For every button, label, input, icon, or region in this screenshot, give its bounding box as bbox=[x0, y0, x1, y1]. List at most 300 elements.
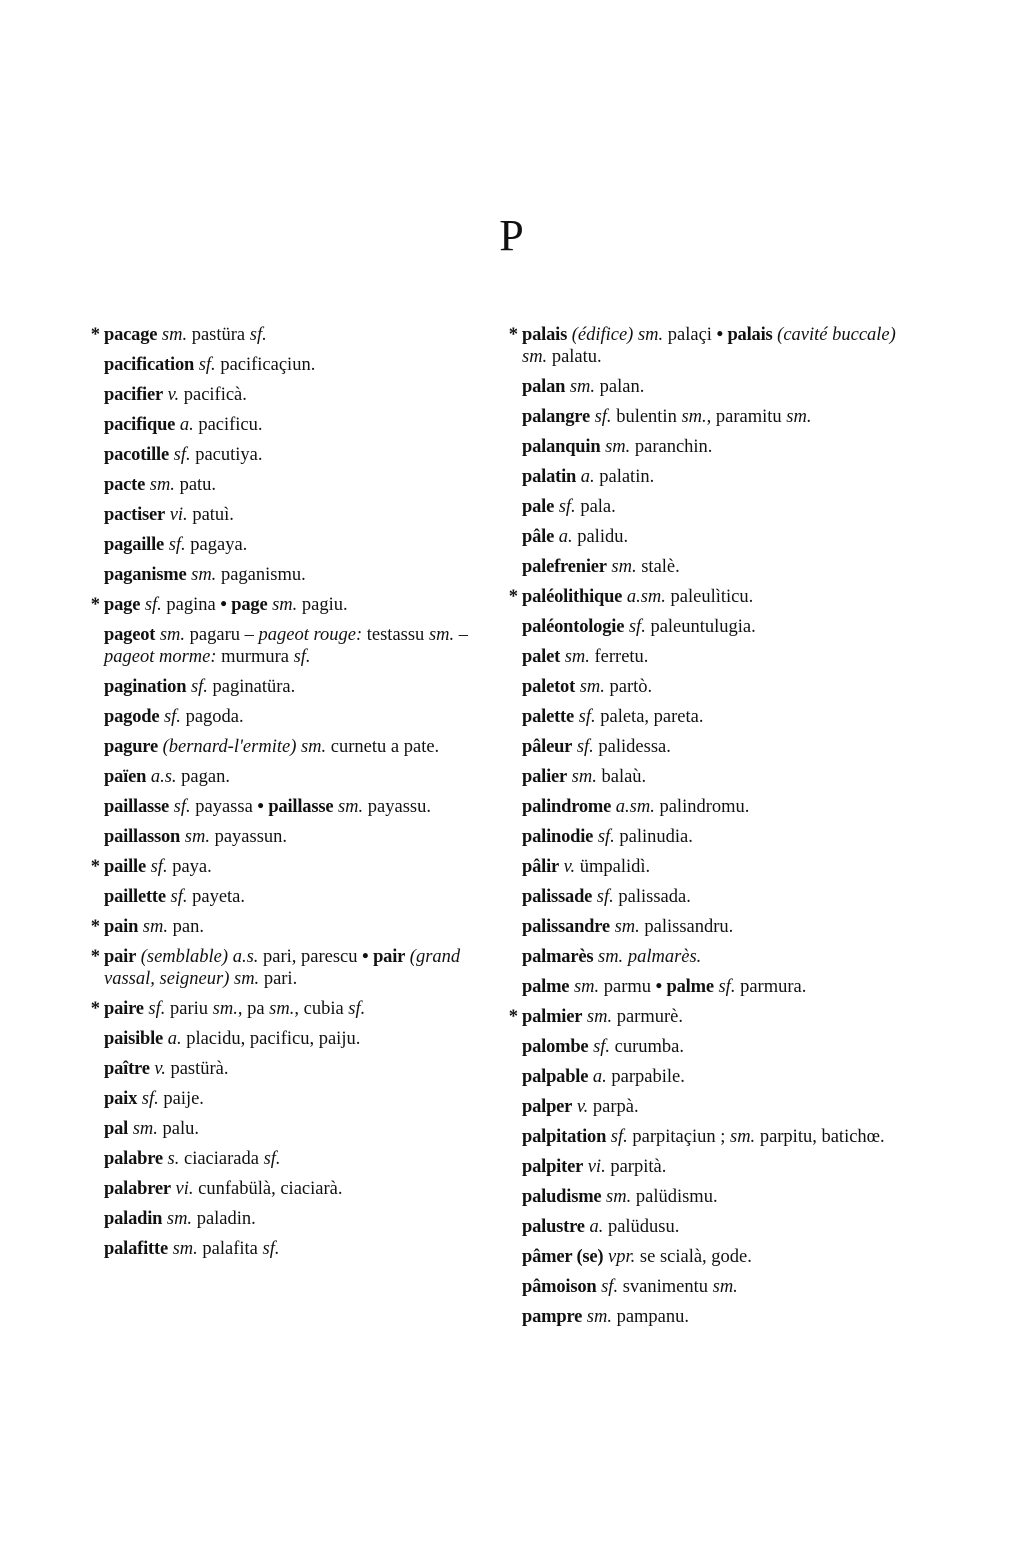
entry-translation: palindromu. bbox=[654, 797, 750, 817]
dictionary-entry bbox=[84, 672, 484, 702]
dictionary-entry bbox=[84, 1204, 484, 1234]
grammar-abbreviation: vi. bbox=[587, 1157, 606, 1177]
entry-translation: paya. bbox=[167, 857, 212, 877]
entry-translation: patu. bbox=[174, 475, 217, 495]
dictionary-entry bbox=[84, 500, 484, 530]
entry-text bbox=[104, 942, 484, 994]
dictionary-entry bbox=[502, 732, 902, 762]
grammar-abbreviation: a. bbox=[589, 1217, 604, 1237]
dictionary-entry bbox=[84, 1084, 484, 1114]
dictionary-entry bbox=[84, 852, 484, 882]
entry-headword: pagode bbox=[104, 707, 160, 727]
dictionary-entry bbox=[502, 492, 902, 522]
grammar-abbreviation: sf. bbox=[610, 1127, 628, 1147]
entry-translation: paginatüra. bbox=[207, 677, 296, 697]
entry-translation: palüdismu. bbox=[631, 1187, 718, 1207]
dictionary-entry bbox=[502, 672, 902, 702]
dictionary-entry bbox=[502, 1092, 902, 1122]
entry-translation: – bbox=[454, 625, 468, 645]
entry-headword: pâleur bbox=[522, 737, 573, 757]
entry-marker: * bbox=[90, 857, 100, 877]
entry-text bbox=[104, 732, 484, 762]
dictionary-entry bbox=[84, 702, 484, 732]
entry-headword: pacification bbox=[104, 355, 195, 375]
grammar-abbreviation: sm. bbox=[637, 325, 664, 345]
grammar-abbreviation: s. bbox=[167, 1149, 180, 1169]
entry-text bbox=[104, 500, 484, 530]
dictionary-entry bbox=[502, 942, 902, 972]
grammar-abbreviation: sm. bbox=[586, 1307, 612, 1327]
dictionary-entry bbox=[502, 1272, 902, 1302]
entry-headword: palette bbox=[522, 707, 575, 727]
dictionary-entry bbox=[84, 320, 484, 350]
entry-headword: palais bbox=[522, 325, 568, 345]
entry-headword: paire bbox=[104, 999, 144, 1019]
entry-headword: pacotille bbox=[104, 445, 169, 465]
entry-headword: paillasson bbox=[104, 827, 181, 847]
entry-text bbox=[522, 552, 902, 582]
grammar-abbreviation: v. bbox=[563, 857, 576, 877]
grammar-abbreviation: sf. bbox=[597, 827, 615, 847]
entry-text bbox=[104, 1174, 484, 1204]
grammar-abbreviation: sm. bbox=[269, 999, 295, 1019]
dictionary-entry bbox=[502, 1302, 902, 1332]
entry-text bbox=[522, 912, 902, 942]
entry-translation: palatin. bbox=[594, 467, 655, 487]
entry-headword: paléolithique bbox=[522, 587, 623, 607]
entry-headword: pain bbox=[104, 917, 139, 937]
entry-translation: palissada. bbox=[613, 887, 691, 907]
entry-headword: palabre bbox=[104, 1149, 163, 1169]
entry-headword: palafitte bbox=[104, 1239, 168, 1259]
entry-gloss: (grand vassal, seigneur) bbox=[104, 947, 461, 989]
entry-translation: pagina bbox=[161, 595, 221, 615]
entry-headword: pacifier bbox=[104, 385, 164, 405]
entry-marker: * bbox=[90, 947, 100, 967]
entry-headword: • bbox=[362, 947, 369, 967]
entry-headword: palais bbox=[727, 325, 773, 345]
entry-headword: pair bbox=[373, 947, 406, 967]
entry-headword: palme bbox=[522, 977, 570, 997]
entry-text bbox=[104, 792, 484, 822]
grammar-abbreviation: sf. bbox=[148, 999, 166, 1019]
grammar-abbreviation: sm. bbox=[300, 737, 327, 757]
entry-translation: pastüra bbox=[187, 325, 250, 345]
entry-translation: , pa bbox=[237, 999, 270, 1019]
section-letter-heading: P bbox=[499, 211, 525, 260]
entry-headword: palpitation bbox=[522, 1127, 607, 1147]
entry-translation: palafita bbox=[197, 1239, 263, 1259]
entry-headword: paladin bbox=[104, 1209, 163, 1229]
entry-text bbox=[104, 762, 484, 792]
grammar-abbreviation: sm. bbox=[337, 797, 364, 817]
dictionary-entry bbox=[502, 522, 902, 552]
grammar-abbreviation: sf. bbox=[601, 1277, 619, 1297]
grammar-abbreviation: sm. bbox=[191, 565, 217, 585]
grammar-abbreviation: sf. bbox=[594, 407, 612, 427]
dictionary-entry bbox=[502, 822, 902, 852]
entry-headword: • bbox=[220, 595, 227, 615]
entry-text bbox=[522, 582, 902, 612]
entry-text bbox=[104, 912, 484, 942]
entry-translation: paranchin. bbox=[630, 437, 713, 457]
entry-headword: palan bbox=[522, 377, 566, 397]
dictionary-entry bbox=[502, 552, 902, 582]
entry-marker: * bbox=[90, 595, 100, 615]
entry-translation: parpitu, batichœ. bbox=[755, 1127, 885, 1147]
entry-headword: palet bbox=[522, 647, 561, 667]
grammar-abbreviation: a. bbox=[167, 1029, 182, 1049]
entry-text bbox=[522, 1032, 902, 1062]
entry-translation: pacificà. bbox=[179, 385, 247, 405]
entry-text bbox=[104, 590, 484, 620]
entry-headword: palissade bbox=[522, 887, 593, 907]
dictionary-entry bbox=[502, 792, 902, 822]
entry-headword: palangre bbox=[522, 407, 590, 427]
grammar-abbreviation: sf. bbox=[173, 445, 191, 465]
entry-translation: palissandru. bbox=[639, 917, 734, 937]
entry-headword: palustre bbox=[522, 1217, 585, 1237]
entry-text bbox=[104, 560, 484, 590]
entry-translation: parpabile. bbox=[606, 1067, 685, 1087]
grammar-abbreviation: sm. bbox=[586, 1007, 613, 1027]
grammar-abbreviation: sm. bbox=[614, 917, 640, 937]
entry-text bbox=[522, 402, 902, 432]
entry-translation: svanimentu bbox=[618, 1277, 713, 1297]
entry-text bbox=[104, 994, 484, 1024]
dictionary-entry bbox=[84, 792, 484, 822]
grammar-abbreviation: a.sm. bbox=[615, 797, 655, 817]
dictionary-entry bbox=[502, 1242, 902, 1272]
entry-headword: pâlir bbox=[522, 857, 560, 877]
dictionary-entry bbox=[84, 530, 484, 560]
dictionary-entry bbox=[84, 1174, 484, 1204]
grammar-abbreviation: sm. bbox=[681, 407, 707, 427]
entry-headword: pacage bbox=[104, 325, 158, 345]
grammar-abbreviation: sm. bbox=[605, 437, 631, 457]
grammar-abbreviation: sm. bbox=[142, 917, 168, 937]
entry-text bbox=[104, 1114, 484, 1144]
entry-headword: paisible bbox=[104, 1029, 164, 1049]
grammar-abbreviation: sm. bbox=[184, 827, 210, 847]
entry-gloss: (bernard-l'ermite) bbox=[162, 737, 297, 757]
entry-headword: palpable bbox=[522, 1067, 589, 1087]
dictionary-entry bbox=[84, 1024, 484, 1054]
entry-headword: pageot bbox=[104, 625, 156, 645]
entry-text bbox=[522, 1122, 902, 1152]
grammar-abbreviation: sm. bbox=[571, 767, 597, 787]
entry-headword: pagure bbox=[104, 737, 158, 757]
entry-text bbox=[104, 822, 484, 852]
dictionary-entry bbox=[502, 702, 902, 732]
right-column bbox=[502, 320, 902, 1332]
entry-marker: * bbox=[508, 325, 518, 345]
grammar-abbreviation: sf. bbox=[263, 1149, 281, 1169]
grammar-abbreviation: sf. bbox=[593, 1037, 611, 1057]
dictionary-entry bbox=[502, 762, 902, 792]
entry-gloss: pageot morme: bbox=[104, 647, 217, 667]
entry-text bbox=[522, 432, 902, 462]
dictionary-entry bbox=[84, 560, 484, 590]
entry-headword: palpiter bbox=[522, 1157, 584, 1177]
entry-text bbox=[522, 1152, 902, 1182]
grammar-abbreviation: a. bbox=[179, 415, 194, 435]
entry-text bbox=[522, 1302, 902, 1332]
dictionary-entry bbox=[502, 1182, 902, 1212]
entry-translation: pacificaçiun. bbox=[215, 355, 316, 375]
entry-headword: pâle bbox=[522, 527, 555, 547]
entry-text bbox=[104, 1234, 484, 1264]
entry-translation: pagoda. bbox=[180, 707, 244, 727]
dictionary-entry bbox=[84, 994, 484, 1024]
entry-headword: pactiser bbox=[104, 505, 166, 525]
dictionary-entry bbox=[502, 1122, 902, 1152]
entry-text bbox=[522, 762, 902, 792]
entry-translation: curumba. bbox=[610, 1037, 685, 1057]
entry-translation: palidu. bbox=[572, 527, 629, 547]
entry-text bbox=[104, 620, 484, 672]
entry-headword: • bbox=[716, 325, 723, 345]
entry-translation: paleuntulugia. bbox=[645, 617, 756, 637]
entry-headword: paludisme bbox=[522, 1187, 602, 1207]
entry-text bbox=[522, 372, 902, 402]
dictionary-entry bbox=[84, 1054, 484, 1084]
entry-translation: palidessa. bbox=[593, 737, 671, 757]
grammar-abbreviation: v. bbox=[154, 1059, 166, 1079]
entry-text bbox=[522, 792, 902, 822]
grammar-abbreviation: sf. bbox=[170, 887, 188, 907]
grammar-abbreviation: sf. bbox=[628, 617, 646, 637]
entry-translation: palatu. bbox=[547, 347, 602, 367]
entry-translation: paladin. bbox=[192, 1209, 256, 1229]
dictionary-entry bbox=[84, 350, 484, 380]
entry-gloss: (cavité buccale) bbox=[777, 325, 896, 345]
entry-headword: palmier bbox=[522, 1007, 583, 1027]
grammar-abbreviation: sf. bbox=[262, 1239, 280, 1259]
grammar-abbreviation: sf. bbox=[198, 355, 216, 375]
entry-translation: ümpalidì. bbox=[575, 857, 651, 877]
dictionary-entry bbox=[84, 410, 484, 440]
grammar-abbreviation: sm. bbox=[569, 377, 596, 397]
grammar-abbreviation: sm. bbox=[132, 1119, 158, 1139]
entry-translation: paleulìticu. bbox=[665, 587, 754, 607]
entry-translation: paije. bbox=[158, 1089, 204, 1109]
entry-translation: pagaru – bbox=[185, 625, 259, 645]
entry-translation: stalè. bbox=[636, 557, 680, 577]
entry-text bbox=[104, 852, 484, 882]
entry-text bbox=[104, 350, 484, 380]
dictionary-entry bbox=[502, 1212, 902, 1242]
entry-headword: • bbox=[655, 977, 662, 997]
entry-translation: parpità. bbox=[605, 1157, 667, 1177]
entry-translation: pagiu. bbox=[297, 595, 348, 615]
dictionary-entry bbox=[502, 972, 902, 1002]
dictionary-entry bbox=[502, 1062, 902, 1092]
entry-headword: page bbox=[104, 595, 141, 615]
grammar-abbreviation: sf. bbox=[348, 999, 366, 1019]
entry-translation: palan. bbox=[595, 377, 645, 397]
entry-headword: palefrenier bbox=[522, 557, 607, 577]
dictionary-entry bbox=[84, 822, 484, 852]
entry-translation: payassa bbox=[190, 797, 258, 817]
dictionary-entry bbox=[84, 620, 484, 672]
entry-text bbox=[104, 702, 484, 732]
grammar-abbreviation: a. bbox=[580, 467, 595, 487]
entry-headword: pâmer (se) bbox=[522, 1247, 604, 1267]
entry-translation: parpitaçiun ; bbox=[627, 1127, 730, 1147]
entry-translation: parmu bbox=[599, 977, 656, 997]
entry-translation: pampanu. bbox=[611, 1307, 690, 1327]
dictionary-entry bbox=[502, 372, 902, 402]
dictionary-entry bbox=[84, 1114, 484, 1144]
entry-text bbox=[522, 732, 902, 762]
grammar-abbreviation: a. bbox=[592, 1067, 607, 1087]
entry-text bbox=[522, 1242, 902, 1272]
grammar-abbreviation: sm. bbox=[611, 557, 637, 577]
entry-gloss: palmarès. bbox=[627, 947, 702, 967]
grammar-abbreviation: vi. bbox=[169, 505, 188, 525]
entry-text bbox=[104, 1144, 484, 1174]
entry-headword: palinodie bbox=[522, 827, 594, 847]
entry-text bbox=[104, 530, 484, 560]
entry-marker: * bbox=[90, 999, 100, 1019]
entry-text bbox=[104, 440, 484, 470]
entry-headword: pagaille bbox=[104, 535, 165, 555]
entry-headword: paletot bbox=[522, 677, 576, 697]
dictionary-entry bbox=[502, 1152, 902, 1182]
entry-headword: page bbox=[231, 595, 268, 615]
entry-text bbox=[522, 612, 902, 642]
entry-text bbox=[522, 522, 902, 552]
entry-gloss: (édifice) bbox=[571, 325, 634, 345]
entry-headword: palatin bbox=[522, 467, 577, 487]
dictionary-entry bbox=[84, 590, 484, 620]
grammar-abbreviation: sf. bbox=[150, 857, 168, 877]
grammar-abbreviation: sf. bbox=[558, 497, 576, 517]
entry-headword: paléontologie bbox=[522, 617, 625, 637]
entry-headword: palme bbox=[666, 977, 714, 997]
entry-translation: parmurè. bbox=[612, 1007, 683, 1027]
entry-headword: paix bbox=[104, 1089, 138, 1109]
grammar-abbreviation: vi. bbox=[175, 1179, 194, 1199]
entry-translation: parmura. bbox=[735, 977, 807, 997]
entry-headword: palissandre bbox=[522, 917, 610, 937]
dictionary-entry bbox=[84, 882, 484, 912]
entry-text bbox=[522, 1182, 902, 1212]
grammar-abbreviation: sm. bbox=[786, 407, 812, 427]
entry-translation: , cubia bbox=[294, 999, 349, 1019]
entry-translation: se scialà, gode. bbox=[635, 1247, 752, 1267]
entry-marker: * bbox=[90, 325, 100, 345]
entry-headword: pagination bbox=[104, 677, 187, 697]
grammar-abbreviation: sf. bbox=[576, 737, 594, 757]
entry-headword: pair bbox=[104, 947, 137, 967]
entry-translation: pariu bbox=[165, 999, 213, 1019]
entry-translation: pacificu. bbox=[193, 415, 263, 435]
grammar-abbreviation: a.sm. bbox=[626, 587, 666, 607]
dictionary-entry bbox=[502, 852, 902, 882]
entry-translation: pala. bbox=[575, 497, 616, 517]
grammar-abbreviation: sf. bbox=[578, 707, 596, 727]
entry-headword: païen bbox=[104, 767, 147, 787]
entry-translation: pari, parescu bbox=[258, 947, 363, 967]
grammar-abbreviation: sm. bbox=[579, 677, 605, 697]
dictionary-entry bbox=[502, 1002, 902, 1032]
grammar-abbreviation: sf. bbox=[293, 647, 311, 667]
entry-text bbox=[104, 1024, 484, 1054]
dictionary-entry bbox=[84, 1144, 484, 1174]
dictionary-entry bbox=[502, 612, 902, 642]
entry-translation: pagaya. bbox=[185, 535, 248, 555]
entry-translation: payassu. bbox=[363, 797, 431, 817]
entry-headword: pampre bbox=[522, 1307, 583, 1327]
entry-text bbox=[522, 702, 902, 732]
entry-translation: payeta. bbox=[187, 887, 246, 907]
dictionary-entry bbox=[84, 942, 484, 994]
entry-text bbox=[522, 492, 902, 522]
grammar-abbreviation: vpr. bbox=[608, 1247, 636, 1267]
grammar-abbreviation: sm. bbox=[149, 475, 175, 495]
grammar-abbreviation: sm. bbox=[564, 647, 590, 667]
entry-translation: ciaciarada bbox=[179, 1149, 264, 1169]
entry-headword: pâmoison bbox=[522, 1277, 597, 1297]
entry-translation: pacutiya. bbox=[190, 445, 263, 465]
entry-text bbox=[522, 462, 902, 492]
dictionary-entry bbox=[502, 432, 902, 462]
entry-translation: pagan. bbox=[176, 767, 230, 787]
entry-translation: parpà. bbox=[588, 1097, 639, 1117]
entry-translation: murmura bbox=[216, 647, 294, 667]
grammar-abbreviation: sm. bbox=[598, 947, 624, 967]
entry-headword: pacifique bbox=[104, 415, 176, 435]
entry-headword: palmarès bbox=[522, 947, 594, 967]
grammar-abbreviation: sm. bbox=[606, 1187, 632, 1207]
grammar-abbreviation: sf. bbox=[141, 1089, 159, 1109]
entry-translation: pan. bbox=[167, 917, 204, 937]
dictionary-entry bbox=[502, 642, 902, 672]
dictionary-entry bbox=[502, 1032, 902, 1062]
entry-text bbox=[522, 320, 902, 372]
grammar-abbreviation: sm. bbox=[161, 325, 188, 345]
grammar-abbreviation: sm. bbox=[159, 625, 186, 645]
entry-text bbox=[104, 470, 484, 500]
entry-translation: bulentin bbox=[611, 407, 682, 427]
entry-text bbox=[522, 1212, 902, 1242]
grammar-abbreviation: sm. bbox=[212, 999, 238, 1019]
entry-text bbox=[104, 380, 484, 410]
entry-text bbox=[104, 1204, 484, 1234]
entry-marker: * bbox=[90, 917, 100, 937]
grammar-abbreviation: sf. bbox=[173, 797, 191, 817]
entry-headword: paillasse bbox=[268, 797, 334, 817]
entry-text bbox=[522, 852, 902, 882]
entry-translation: testassu bbox=[362, 625, 429, 645]
grammar-abbreviation: sm. bbox=[172, 1239, 198, 1259]
grammar-abbreviation: a.s. bbox=[232, 947, 259, 967]
grammar-abbreviation: sf. bbox=[144, 595, 162, 615]
entry-gloss: pageot rouge: bbox=[258, 625, 363, 645]
entry-text bbox=[104, 1054, 484, 1084]
dictionary-entry bbox=[502, 582, 902, 612]
grammar-abbreviation: v. bbox=[576, 1097, 589, 1117]
entry-translation: paganismu. bbox=[216, 565, 306, 585]
entry-translation: palinudia. bbox=[614, 827, 693, 847]
entry-text bbox=[522, 882, 902, 912]
entry-text bbox=[104, 672, 484, 702]
entry-headword: pale bbox=[522, 497, 555, 517]
entry-translation: palu. bbox=[157, 1119, 200, 1139]
entry-translation: cunfabülà, ciaciarà. bbox=[193, 1179, 343, 1199]
